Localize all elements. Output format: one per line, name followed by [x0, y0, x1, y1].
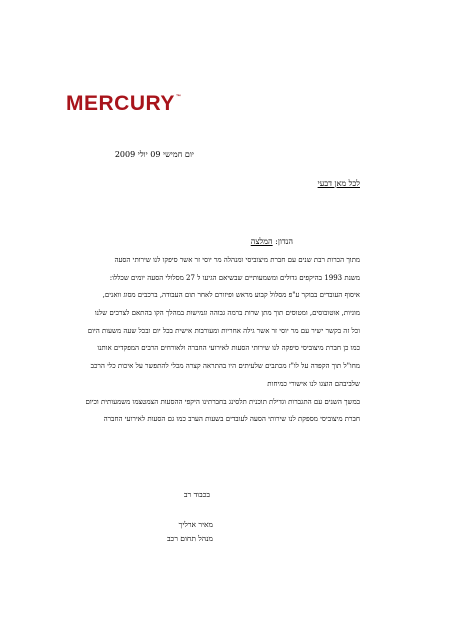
body-line: שלביבהם הוצגו לנו אישורי כמיחות [267, 379, 360, 388]
signer-name: מאיר ארליך [178, 520, 213, 529]
signature-block [93, 518, 213, 546]
body-line: חברת מיצוביסי מספקת לנו שירותי הסעה לעובדים בשעות הערב כמו גם הסעות לאירועי החברה [103, 415, 360, 424]
body-line: משנת 1993 בהיקפים גדולים ומשמעותיים שבשיאם הגיעו ל 27 מסלולי הסעה יומים שכללו: [109, 273, 360, 282]
letter-closing: בכבוד רב [183, 490, 210, 499]
body-line: איסוף העובדים בבוקר ע"פ מסלול קבוע מראש ופיזורם לאחר תום העבודה, ברכבים מסוג וואנים, [102, 291, 360, 300]
body-line: וכל זה בקשר ישיר עם מר יוסי זר אשר גילה אחריות ומעורבות אישית בכל יום ובכל שעה משעות היום [87, 326, 360, 335]
letter-date: יום חמישי 09 יולי 2009 [114, 150, 194, 159]
letter-subject [133, 237, 293, 246]
body-line: כמו כן חברת מיצוביסי סיפקה לנו שירותי הסעות לאירועי החברה ולאורחים הרבים המפקדים אותנו [97, 344, 360, 353]
trademark-mark: ™ [175, 94, 182, 100]
letter-recipient: לכל מאן דבעי [317, 179, 360, 188]
body-line: במשך השנים עם התגברות וגדילת תוכנית תלסינג בחברתינו היקפי ההסעות הצמטצמו משמעותית וכיום [85, 397, 360, 406]
subject-label: הנדון: [275, 237, 293, 246]
logo-text: MERCURY [66, 92, 175, 115]
body-line: מחו"ל תוך הקפדה על לו"ז מכתבים שלעיתים היו בהתראה קצרה מכלי להתפשר על איכות כלי הרכב [90, 362, 360, 371]
subject-value: המלצה [250, 237, 273, 246]
signer-title: מנהל תחום רכב [166, 534, 213, 543]
body-line: מתוך הכרות רבת שנים עם חברת מיצוביסי ומנהלה מר יוסי זר אשר סיפקו לנו שירותי הסעה [114, 256, 360, 264]
body-line: מוניות, אוטובוסים, ומטוסים תוך מתן שרות ברמה גבוהה וגמישות במהלך הקו בהתאם לצרכים שלנו [94, 309, 360, 318]
letter-body [60, 254, 360, 431]
company-logo [66, 92, 181, 116]
